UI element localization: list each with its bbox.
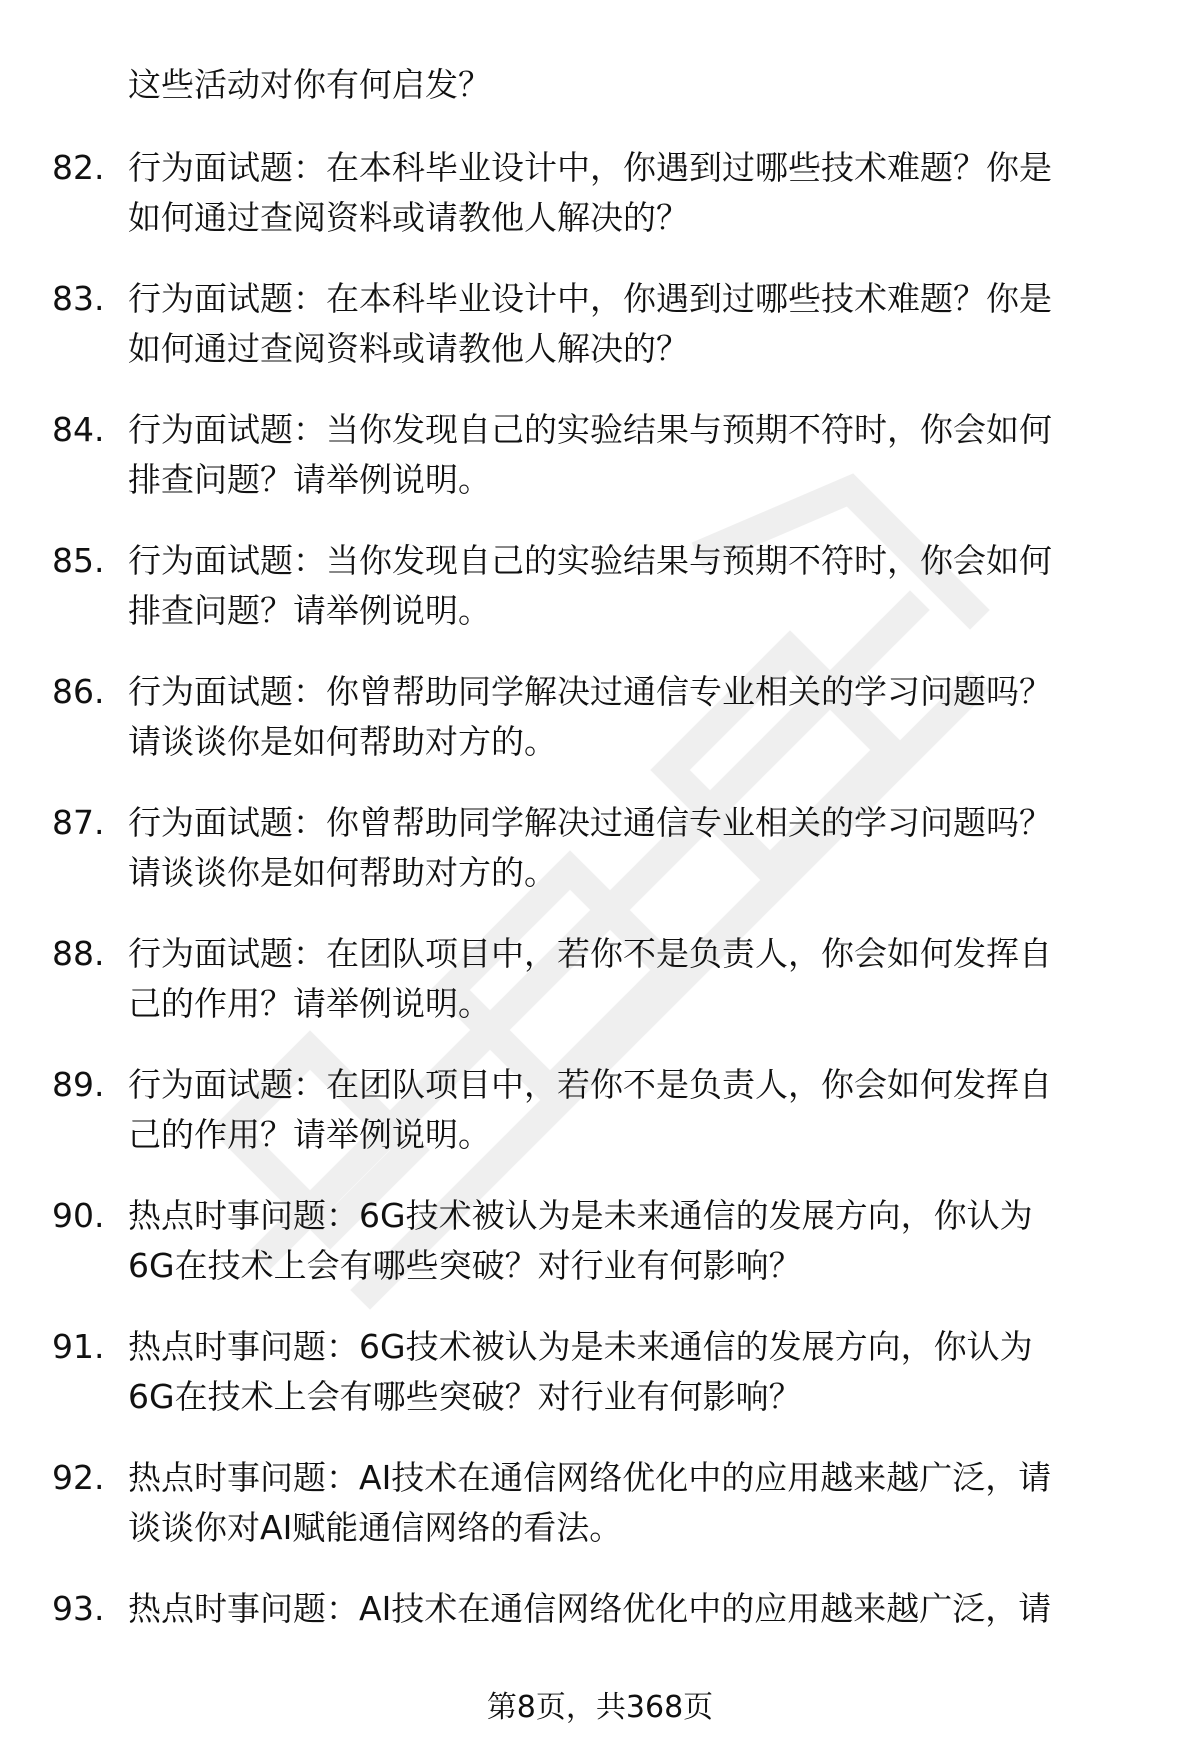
question-line: 行为面试题：当你发现自己的实验结果与预期不符时，你会如何 (128, 541, 1052, 580)
question-line: 热点时事问题：AI技术在通信网络优化中的应用越来越广泛，请 (128, 1458, 1052, 1497)
question-number: 85. (52, 541, 105, 580)
question-text (128, 929, 1138, 1029)
question-line: 行为面试题：在团队项目中，若你不是负责人，你会如何发挥自 (128, 934, 1052, 973)
question-number: 88. (52, 934, 105, 973)
question-number: 84. (52, 410, 105, 449)
question-line: 行为面试题：在本科毕业设计中，你遇到过哪些技术难题？你是 (128, 279, 1052, 318)
question-line: 行为面试题：你曾帮助同学解决过通信专业相关的学习问题吗？ (128, 803, 1052, 842)
question-line: 热点时事问题：6G技术被认为是未来通信的发展方向，你认为 (128, 1196, 1033, 1235)
question-item (0, 274, 1200, 405)
question-text (128, 274, 1138, 374)
question-item (0, 1322, 1200, 1453)
question-text (128, 1453, 1138, 1553)
question-item (0, 1191, 1200, 1322)
question-item (0, 929, 1200, 1060)
question-line: 行为面试题：你曾帮助同学解决过通信专业相关的学习问题吗？ (128, 672, 1052, 711)
question-text (128, 1191, 1138, 1291)
question-number: 82. (52, 148, 105, 187)
question-text (128, 536, 1138, 636)
question-number: 89. (52, 1065, 105, 1104)
question-line: 热点时事问题：AI技术在通信网络优化中的应用越来越广泛，请 (128, 1589, 1052, 1628)
question-text (128, 1584, 1138, 1634)
question-number: 87. (52, 803, 105, 842)
question-line: 6G在技术上会有哪些突破？对行业有何影响？ (128, 1377, 802, 1416)
question-item (0, 1453, 1200, 1584)
question-line: 排查问题？请举例说明。 (128, 591, 491, 630)
question-list (0, 143, 1200, 1715)
question-item (0, 143, 1200, 274)
question-text (128, 1060, 1138, 1160)
question-line: 行为面试题：当你发现自己的实验结果与预期不符时，你会如何 (128, 410, 1052, 449)
question-number: 93. (52, 1589, 105, 1628)
question-line: 排查问题？请举例说明。 (128, 460, 491, 499)
question-line: 如何通过查阅资料或请教他人解决的？ (128, 198, 689, 237)
question-item (0, 667, 1200, 798)
question-line: 行为面试题：在团队项目中，若你不是负责人，你会如何发挥自 (128, 1065, 1052, 1104)
question-item (0, 798, 1200, 929)
question-number: 83. (52, 279, 105, 318)
continuation-line: 这些活动对你有何启发？ (128, 65, 491, 104)
question-item (0, 405, 1200, 536)
question-number: 92. (52, 1458, 105, 1497)
question-item (0, 1060, 1200, 1191)
question-line: 如何通过查阅资料或请教他人解决的？ (128, 329, 689, 368)
question-text (128, 798, 1138, 898)
question-line: 行为面试题：在本科毕业设计中，你遇到过哪些技术难题？你是 (128, 148, 1052, 187)
question-line: 请谈谈你是如何帮助对方的。 (128, 853, 557, 892)
question-text (128, 143, 1138, 243)
question-line: 请谈谈你是如何帮助对方的。 (128, 722, 557, 761)
page-footer: 第8页，共368页 (486, 1690, 714, 1725)
question-line: 己的作用？请举例说明。 (128, 984, 491, 1023)
question-line: 热点时事问题：6G技术被认为是未来通信的发展方向，你认为 (128, 1327, 1033, 1366)
question-line: 谈谈你对AI赋能通信网络的看法。 (128, 1508, 623, 1547)
question-text (128, 1322, 1138, 1422)
question-text (128, 667, 1138, 767)
question-line: 6G在技术上会有哪些突破？对行业有何影响？ (128, 1246, 802, 1285)
question-number: 90. (52, 1196, 105, 1235)
question-line: 己的作用？请举例说明。 (128, 1115, 491, 1154)
question-number: 86. (52, 672, 105, 711)
question-item (0, 536, 1200, 667)
question-text (128, 405, 1138, 505)
question-number: 91. (52, 1327, 105, 1366)
